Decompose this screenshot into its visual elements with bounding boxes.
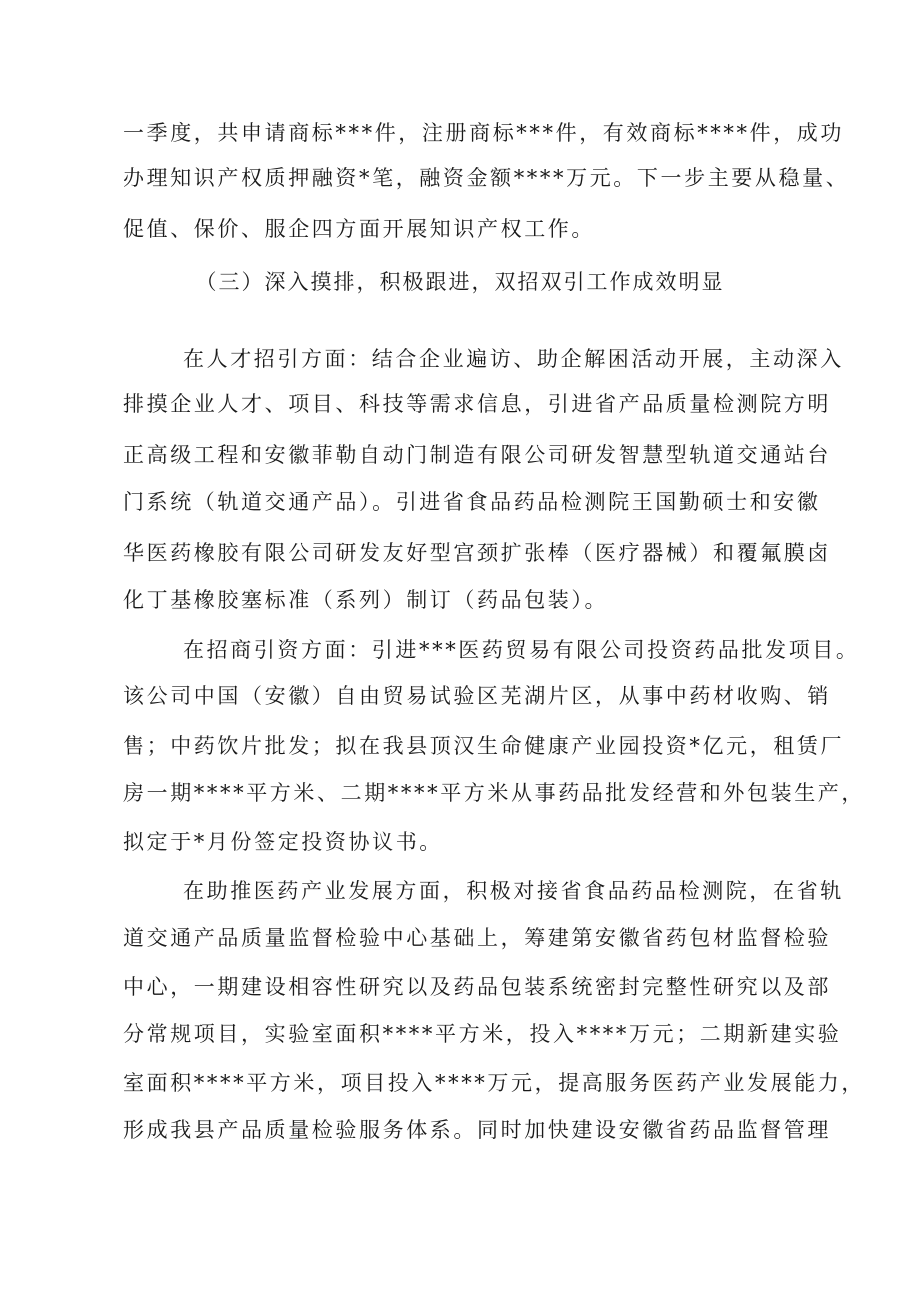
paragraph-3-line-1: 在招商引资方面：引进***医药贸易有限公司投资药品批发项目。 — [183, 638, 860, 662]
paragraph-3-line-2: 该公司中国（安徽）自由贸易试验区芜湖片区，从事中药材收购、销 — [123, 684, 831, 708]
paragraph-2-line-4: 门系统（轨道交通产品）。引进省食品药品检测院王国勤硕士和安徽 — [123, 490, 821, 514]
section-heading: （三）深入摸排，积极跟进，双招双引工作成效明显 — [195, 270, 725, 294]
paragraph-3-line-4: 房一期****平方米、二期****平方米从事药品批发经营和外包装生产， — [123, 781, 865, 805]
paragraph-2-line-5: 华医药橡胶有限公司研发友好型宫颈扩张棒（医疗器械）和覆氟膜卤 — [123, 541, 831, 565]
paragraph-3-line-5: 拟定于*月份签定投资协议书。 — [123, 830, 443, 854]
paragraph-4-line-3: 中心，一期建设相容性研究以及药品包装系统密封完整性研究以及部 — [123, 975, 831, 999]
paragraph-4-line-2: 道交通产品质量监督检验中心基础上，筹建第安徽省药包材监督检验 — [123, 926, 831, 950]
paragraph-4-line-4: 分常规项目，实验室面积****平方米，投入****万元；二期新建实验 — [123, 1022, 842, 1046]
paragraph-2-line-3: 正高级工程和安徽菲勒自动门制造有限公司研发智慧型轨道交通站台 — [123, 443, 831, 467]
paragraph-4-line-1: 在助推医药产业发展方面，积极对接省食品药品检测院，在省轨 — [183, 879, 844, 903]
paragraph-1-line-3: 促值、保价、服企四方面开展知识产权工作。 — [123, 217, 595, 241]
paragraph-4-line-5: 室面积****平方米，项目投入****万元，提高服务医药产业发展能力， — [123, 1071, 865, 1095]
paragraph-2-line-1: 在人才招引方面：结合企业遍访、助企解困活动开展，主动深入 — [183, 347, 844, 371]
paragraph-1-line-1: 一季度，共申请商标***件，注册商标***件，有效商标****件，成功 — [123, 121, 844, 145]
paragraph-2-line-6: 化丁基橡胶塞标准（系列）制订（药品包装）。 — [123, 588, 609, 612]
paragraph-2-line-2: 排摸企业人才、项目、科技等需求信息，引进省产品质量检测院方明 — [123, 392, 831, 416]
paragraph-4-line-6: 形成我县产品质量检验服务体系。同时加快建设安徽省药品监督管理 — [123, 1118, 831, 1142]
paragraph-1-line-2: 办理知识产权质押融资*笔，融资金额****万元。下一步主要从稳量、 — [123, 166, 850, 190]
paragraph-3-line-3: 售；中药饮片批发；拟在我县顶汉生命健康产业园投资*亿元，租赁厂 — [123, 734, 845, 758]
